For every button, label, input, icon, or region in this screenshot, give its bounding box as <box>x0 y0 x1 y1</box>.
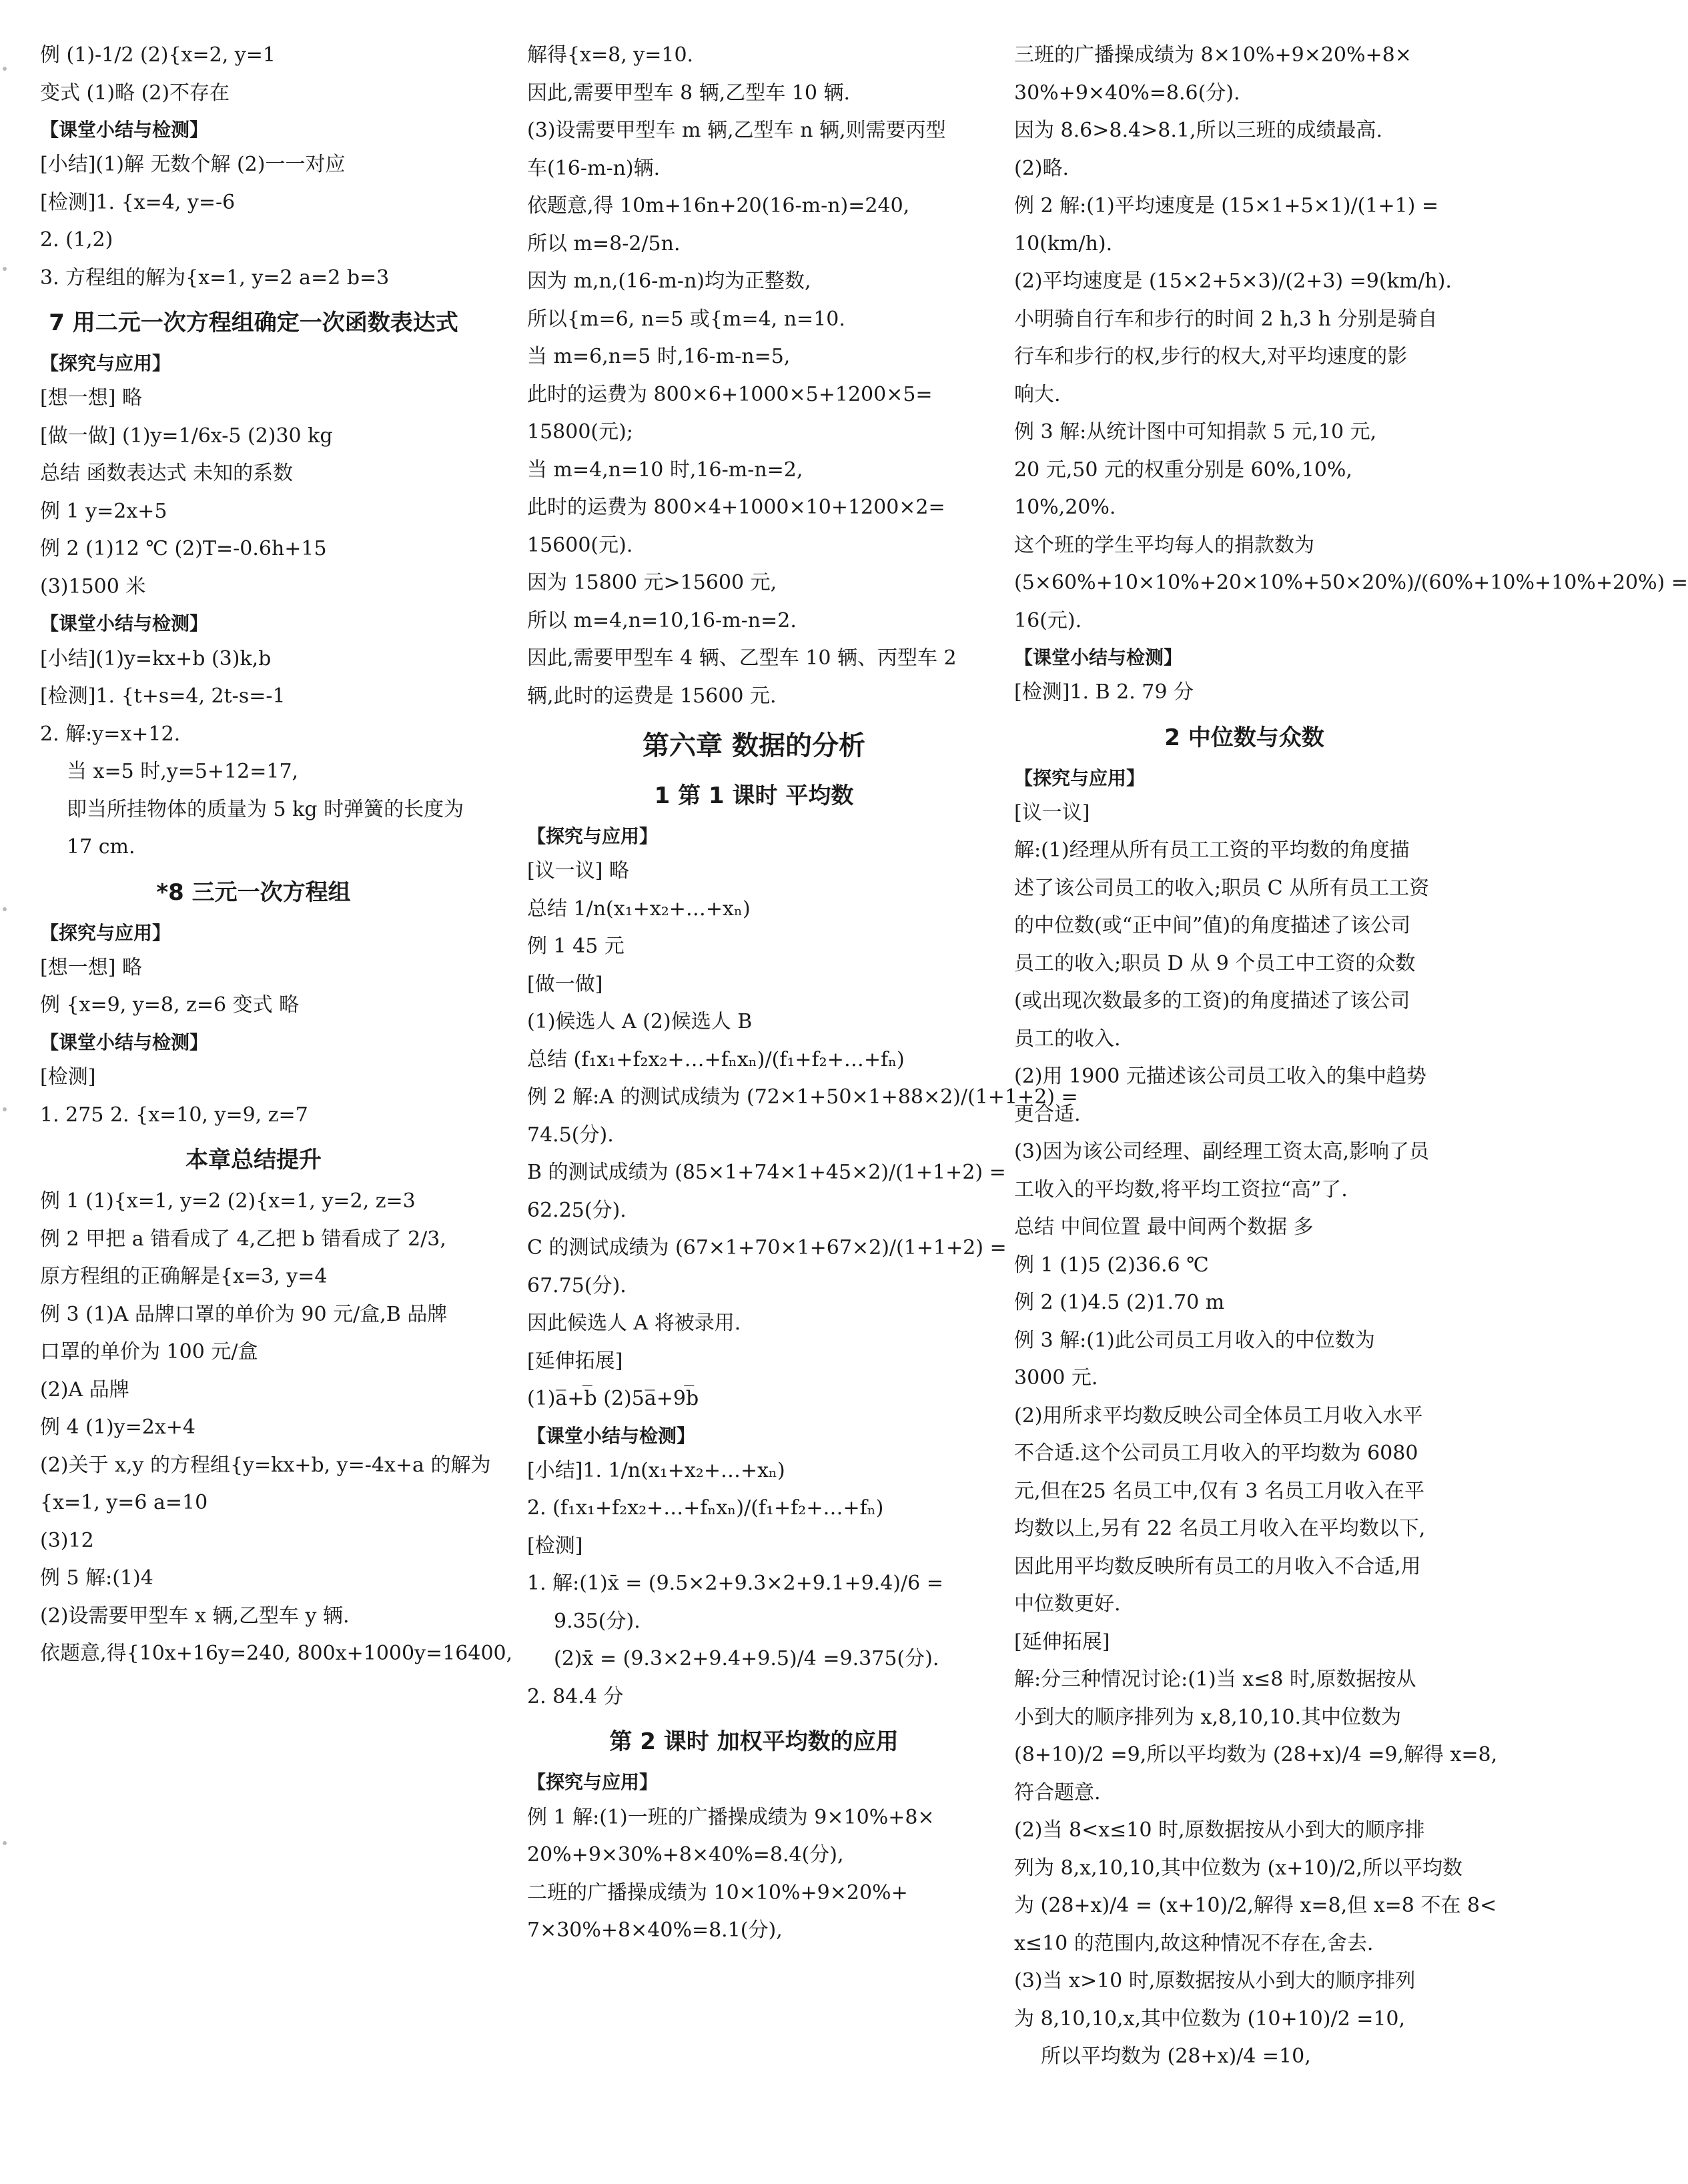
text-line: B 的测试成绩为 (85×1+74×1+45×2)/(1+1+2) = <box>527 1161 1006 1185</box>
section-heading: 1 第 1 课时 平均数 <box>654 782 854 809</box>
text-line: 例 1 (1){x=1, y=2 (2){x=1, y=2, z=3 <box>40 1189 416 1213</box>
text-line: [议一议] 略 <box>527 859 629 883</box>
text-line: [检测]1. B 2. 79 分 <box>1014 680 1194 704</box>
text-line: 列为 8,x,10,10,其中位数为 (x+10)/2,所以平均数 <box>1014 1856 1462 1880</box>
text-line: [议一议] <box>1014 800 1090 825</box>
scan-edge-marks <box>0 40 9 2041</box>
text-line: 例 2 甲把 a 错看成了 4,乙把 b 错看成了 2/3, <box>40 1227 446 1251</box>
text-line: 62.25(分). <box>527 1198 626 1222</box>
text-line: 10(km/h). <box>1014 231 1113 255</box>
text-line-indented: 当 x=5 时,y=5+12=17, <box>67 760 299 784</box>
text-line: (2)平均速度是 (15×2+5×3)/(2+3) =9(km/h). <box>1014 269 1452 293</box>
text-line: (3)当 x>10 时,原数据按从小到大的顺序排列 <box>1014 1969 1416 1993</box>
column-left <box>40 40 513 1676</box>
text-line: (3)因为该公司经理、副经理工资太高,影响了员 <box>1014 1140 1430 1164</box>
subsection-label: 【探究与应用】 <box>40 352 171 375</box>
text-line: 述了该公司员工的收入;职员 C 从所有员工工资 <box>1014 876 1430 900</box>
text-line: 3. 方程组的解为{x=1, y=2 a=2 b=3 <box>40 265 390 290</box>
text-line: (2)用所求平均数反映公司全体员工月收入水平 <box>1014 1404 1423 1428</box>
text-line: 为 (28+x)/4 = (x+10)/2,解得 x=8,但 x=8 不在 8< <box>1014 1894 1497 1918</box>
text-line: 更合适. <box>1014 1102 1081 1126</box>
text-line: 因此用平均数反映所有员工的月收入不合适,用 <box>1014 1554 1421 1578</box>
column-right <box>1014 40 1688 2079</box>
text-line: 因此候选人 A 将被录用. <box>527 1311 741 1335</box>
text-line: 三班的广播操成绩为 8×10%+9×20%+8× <box>1014 43 1412 67</box>
text-line: 20 元,50 元的权重分别是 60%,10%, <box>1014 458 1352 482</box>
text-line: 变式 (1)略 (2)不存在 <box>40 81 230 105</box>
text-line: 例 {x=9, y=8, z=6 变式 略 <box>40 993 300 1017</box>
text-line: [小结](1)解 无数个解 (2)一一对应 <box>40 153 346 177</box>
text-line: C 的测试成绩为 (67×1+70×1+67×2)/(1+1+2) = <box>527 1236 1007 1260</box>
text-line: 解:(1)经理从所有员工工资的平均数的角度描 <box>1014 839 1410 863</box>
text-line: 员工的收入;职员 D 从 9 个员工中工资的众数 <box>1014 951 1416 975</box>
text-line: (3)12 <box>40 1528 94 1552</box>
subsection-label: 【探究与应用】 <box>40 921 171 944</box>
text-line: 解得{x=8, y=10. <box>527 43 694 67</box>
text-line: 例 1 (1)5 (2)36.6 ℃ <box>1014 1253 1209 1277</box>
text-line: 行车和步行的权,步行的权大,对平均速度的影 <box>1014 345 1408 368</box>
text-line: 因为 8.6>8.4>8.1,所以三班的成绩最高. <box>1014 119 1383 142</box>
text-line: 例 4 (1)y=2x+4 <box>40 1416 195 1440</box>
text-line-indented: 17 cm. <box>67 835 135 859</box>
text-line: 30%+9×40%=8.6(分). <box>1014 81 1240 105</box>
text-line: 依题意,得{10x+16y=240, 800x+1000y=16400, <box>40 1642 513 1666</box>
text-line: [做一做] <box>527 972 603 996</box>
text-line: [检测]1. {x=4, y=-6 <box>40 190 236 214</box>
text-line: 16(元). <box>1014 608 1082 632</box>
text-line: (2)当 8<x≤10 时,原数据按从小到大的顺序排 <box>1014 1818 1425 1842</box>
text-line: [检测] <box>40 1065 96 1089</box>
text-line: (2)A 品牌 <box>40 1378 129 1402</box>
text-line: 为 8,10,10,x,其中位数为 (10+10)/2 =10, <box>1014 2007 1406 2031</box>
text-line: 符合题意. <box>1014 1780 1101 1804</box>
section-heading: 本章总结提升 <box>185 1147 322 1174</box>
text-line: 67.75(分). <box>527 1273 626 1297</box>
subsection-label: 【课堂小结与检测】 <box>40 1031 209 1053</box>
text-line: [延伸拓展] <box>527 1349 623 1373</box>
text-line: (2)略. <box>1014 156 1070 180</box>
text-line: 小到大的顺序排列为 x,8,10,10.其中位数为 <box>1014 1705 1402 1729</box>
text-line: 2. (1,2) <box>40 228 113 252</box>
text-line: 例 3 (1)A 品牌口罩的单价为 90 元/盒,B 品牌 <box>40 1302 448 1326</box>
text-line: 口罩的单价为 100 元/盒 <box>40 1340 258 1364</box>
scan-dot <box>3 267 7 271</box>
text-line: (8+10)/2 =9,所以平均数为 (28+x)/4 =9,解得 x=8, <box>1014 1743 1498 1767</box>
text-line: 所以 m=8-2/5n. <box>527 231 681 255</box>
text-line: 此时的运费为 800×6+1000×5+1200×5= <box>527 382 933 406</box>
subsection-label: 【课堂小结与检测】 <box>527 1424 696 1447</box>
text-line: 3000 元. <box>1014 1366 1098 1390</box>
text-line: 均数以上,另有 22 名员工月收入在平均数以下, <box>1014 1517 1426 1541</box>
text-line: 因此,需要甲型车 4 辆、乙型车 10 辆、丙型车 2 <box>527 646 957 670</box>
text-line: 当 m=6,n=5 时,16-m-n=5, <box>527 345 791 368</box>
text-line: 2. 84.4 分 <box>527 1684 624 1708</box>
scan-dot <box>3 1107 7 1111</box>
text-line: 例 2 (1)4.5 (2)1.70 m <box>1014 1291 1225 1315</box>
text-line: (或出现次数最多的工资)的角度描述了该公司 <box>1014 989 1410 1013</box>
text-line: 车(16-m-n)辆. <box>527 156 661 180</box>
text-line: 依题意,得 10m+16n+20(16-m-n)=240, <box>527 194 910 217</box>
text-line: (5×60%+10×10%+20×10%+50×20%)/(60%+10%+10%+20%) = <box>1014 571 1688 594</box>
section-heading: 第 2 课时 加权平均数的应用 <box>609 1728 899 1756</box>
text-line: 中位数更好. <box>1014 1592 1121 1616</box>
subsection-label: 【探究与应用】 <box>1014 766 1146 789</box>
text-line: (3)1500 米 <box>40 574 146 598</box>
section-heading: *8 三元一次方程组 <box>156 879 351 906</box>
text-line: 例 3 解:(1)此公司员工月收入的中位数为 <box>1014 1328 1375 1352</box>
text-line-indented: (2)x̄ = (9.3×2+9.4+9.5)/4 =9.375(分). <box>554 1647 939 1671</box>
text-line: [做一做] (1)y=1/6x-5 (2)30 kg <box>40 424 333 448</box>
text-line: 15800(元); <box>527 420 633 444</box>
text-line: 15600(元). <box>527 533 633 557</box>
text-line: 1. 解:(1)x̄ = (9.5×2+9.3×2+9.1+9.4)/6 = <box>527 1572 943 1596</box>
text-line: 工收入的平均数,将平均工资拉“高”了. <box>1014 1177 1348 1201</box>
text-line: 例 (1)-1/2 (2){x=2, y=1 <box>40 43 276 67</box>
text-line: (3)设需要甲型车 m 辆,乙型车 n 辆,则需要丙型 <box>527 119 946 142</box>
subsection-label: 【课堂小结与检测】 <box>1014 646 1183 668</box>
text-line: [想一想] 略 <box>40 955 142 979</box>
text-line: 例 2 解:(1)平均速度是 (15×1+5×1)/(1+1) = <box>1014 194 1439 217</box>
text-line: 1. 275 2. {x=10, y=9, z=7 <box>40 1103 308 1127</box>
text-line: 例 5 解:(1)4 <box>40 1566 153 1590</box>
text-line: 例 1 解:(1)一班的广播操成绩为 9×10%+8× <box>527 1805 935 1829</box>
text-line: (2)用 1900 元描述该公司员工收入的集中趋势 <box>1014 1065 1426 1089</box>
text-line: {x=1, y=6 a=10 <box>40 1491 208 1515</box>
text-line: 所以{m=6, n=5 或{m=4, n=10. <box>527 307 845 331</box>
text-line: 辆,此时的运费是 15600 元. <box>527 684 777 708</box>
text-line: 解:分三种情况讨论:(1)当 x≤8 时,原数据按从 <box>1014 1668 1416 1692</box>
text-line: 总结 1/n(x₁+x₂+…+xₙ) <box>527 897 751 921</box>
text-line: 员工的收入. <box>1014 1027 1121 1051</box>
text-line: 当 m=4,n=10 时,16-m-n=2, <box>527 458 803 482</box>
text-line: 此时的运费为 800×4+1000×10+1200×2= <box>527 496 945 519</box>
text-line: 的中位数(或“正中间”值)的角度描述了该公司 <box>1014 914 1411 938</box>
text-line: 例 3 解:从统计图中可知捐款 5 元,10 元, <box>1014 420 1377 444</box>
text-line: 例 2 解:A 的测试成绩为 (72×1+50×1+88×2)/(1+1+2) = <box>527 1085 1078 1109</box>
text-line: 总结 中间位置 最中间两个数据 多 <box>1014 1215 1314 1239</box>
text-line: [检测]1. {t+s=4, 2t-s=-1 <box>40 684 286 708</box>
section-heading: 2 中位数与众数 <box>1164 724 1324 751</box>
text-line: 总结 (f₁x₁+f₂x₂+…+fₙxₙ)/(f₁+f₂+…+fₙ) <box>527 1047 905 1071</box>
text-line: 总结 函数表达式 未知的系数 <box>40 462 294 486</box>
text-line: 因此,需要甲型车 8 辆,乙型车 10 辆. <box>527 81 851 105</box>
text-line: 2. (f₁x₁+f₂x₂+…+fₙxₙ)/(f₁+f₂+…+fₙ) <box>527 1496 884 1520</box>
text-line: 20%+9×30%+8×40%=8.4(分), <box>527 1843 844 1867</box>
scan-dot <box>3 67 7 71</box>
text-line: (1)a̅+b̅ (2)5a̅+9b̅ <box>527 1387 699 1411</box>
text-line: (1)候选人 A (2)候选人 B <box>527 1010 753 1034</box>
text-line: 例 1 45 元 <box>527 935 624 959</box>
text-line: 原方程组的正确解是{x=3, y=4 <box>40 1265 328 1289</box>
text-line: 因为 15800 元>15600 元, <box>527 571 777 594</box>
text-line: 响大. <box>1014 382 1061 406</box>
text-line: 2. 解:y=x+12. <box>40 722 181 746</box>
text-line-indented: 所以平均数为 (28+x)/4 =10, <box>1041 2045 1311 2069</box>
text-line: (2)设需要甲型车 x 辆,乙型车 y 辆. <box>40 1604 350 1628</box>
text-line: 74.5(分). <box>527 1123 614 1147</box>
text-line: [想一想] 略 <box>40 386 142 410</box>
text-line: 元,但在25 名员工中,仅有 3 名员工月收入在平 <box>1014 1479 1424 1503</box>
text-line: 例 1 y=2x+5 <box>40 499 167 523</box>
text-line: [延伸拓展] <box>1014 1630 1110 1654</box>
text-line: (2)关于 x,y 的方程组{y=kx+b, y=-4x+a 的解为 <box>40 1453 491 1477</box>
scan-dot <box>3 1841 7 1845</box>
subsection-label: 【探究与应用】 <box>527 825 659 847</box>
text-line: 因为 m,n,(16-m-n)均为正整数, <box>527 269 811 293</box>
text-line-indented: 9.35(分). <box>554 1609 641 1633</box>
text-line: 小明骑自行车和步行的时间 2 h,3 h 分别是骑自 <box>1014 307 1438 331</box>
text-line: [检测] <box>527 1534 583 1558</box>
text-line: 例 2 (1)12 ℃ (2)T=-0.6h+15 <box>40 537 327 561</box>
subsection-label: 【探究与应用】 <box>527 1771 659 1794</box>
scan-dot <box>3 907 7 911</box>
section-heading: 7 用二元一次方程组确定一次函数表达式 <box>49 310 458 337</box>
text-line: 不合适.这个公司员工月收入的平均数为 6080 <box>1014 1442 1418 1466</box>
text-line: [小结]1. 1/n(x₁+x₂+…+xₙ) <box>527 1458 785 1482</box>
text-line: 二班的广播操成绩为 10×10%+9×20%+ <box>527 1880 908 1904</box>
text-line: x≤10 的范围内,故这种情况不存在,舍去. <box>1014 1931 1374 1955</box>
text-line: 7×30%+8×40%=8.1(分), <box>527 1919 783 1943</box>
subsection-label: 【课堂小结与检测】 <box>40 612 209 635</box>
text-line: 所以 m=4,n=10,16-m-n=2. <box>527 608 797 632</box>
subsection-label: 【课堂小结与检测】 <box>40 119 209 141</box>
text-line-indented: 即当所挂物体的质量为 5 kg 时弹簧的长度为 <box>67 797 464 821</box>
chapter-heading: 第六章 数据的分析 <box>643 730 865 761</box>
text-line: 10%,20%. <box>1014 496 1116 519</box>
text-line: [小结](1)y=kx+b (3)k,b <box>40 646 272 670</box>
text-line: 这个班的学生平均每人的捐款数为 <box>1014 533 1314 557</box>
